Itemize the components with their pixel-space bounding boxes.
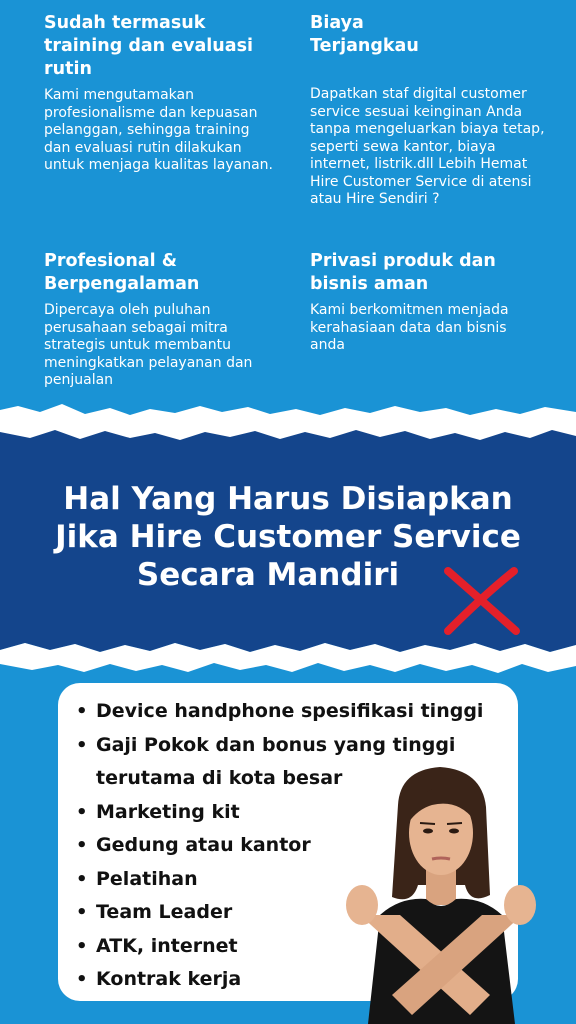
list-item: • Gaji Pokok dan bonus yang tinggi terutama di kota besar (76, 729, 516, 796)
feature-body: Kami berkomitmen menjada kerahasiaan data dan bisnis anda (310, 302, 509, 353)
feature-title: Profesional & Berpengalaman (44, 251, 200, 294)
list-item: • Device handphone spesifikasi tinggi (76, 695, 516, 729)
feature-body: Dipercaya oleh puluhan perusahaan sebagai mitra strategis untuk membantu meningkatkan pelayanan dan penjualan (44, 302, 253, 388)
headline-line-3: Secara Mandiri (136, 557, 400, 593)
bullet-dot: • (76, 801, 88, 823)
list-item: • Gedung atau kantor (76, 829, 516, 863)
feature-privasi (310, 250, 550, 355)
feature-body: Kami mengutamakan profesionalisme dan kepuasan pelanggan, sehingga training dan evaluasi rutin dilakukan untuk menjaga kualitas layanan. (44, 87, 274, 173)
headline-line-1: Hal Yang Harus Disiapkan (63, 481, 513, 517)
bullet-dot: • (76, 734, 88, 756)
bullet-dot: • (76, 935, 88, 957)
bullet-dot: • (76, 835, 88, 856)
headline-line-2: Jika Hire Customer Service (55, 519, 521, 555)
list-item: • Kontrak kerja (76, 963, 516, 997)
feature-training (44, 12, 274, 175)
feature-biaya (310, 12, 550, 209)
bullet-dot: • (76, 868, 88, 890)
bullet-dot: • (76, 701, 88, 722)
feature-profesional (44, 250, 274, 390)
list-item: • ATK, internet (76, 930, 516, 964)
bullet-dot: • (76, 902, 88, 923)
list-item: • Team Leader (76, 896, 516, 930)
x-cross-icon (440, 565, 522, 637)
feature-title: Sudah termasuk training dan evaluasi rutin (44, 13, 253, 79)
feature-body: Dapatkan staf digital customer service sesuai keinginan Anda tanpa mengeluarkan biaya tetap, seperti sewa kantor, biaya internet, listrik.dll Lebih Hemat Hire Customer Service di atensi atau Hire Sendiri ? (310, 86, 545, 207)
requirements-list (76, 695, 516, 997)
list-item: • Pelatihan (76, 863, 516, 897)
feature-title: Biaya Terjangkau (310, 13, 419, 56)
feature-title: Privasi produk dan bisnis aman (310, 251, 496, 294)
list-item: • Marketing kit (76, 796, 516, 830)
requirements-card (58, 683, 518, 1001)
bullet-dot: • (76, 969, 88, 990)
